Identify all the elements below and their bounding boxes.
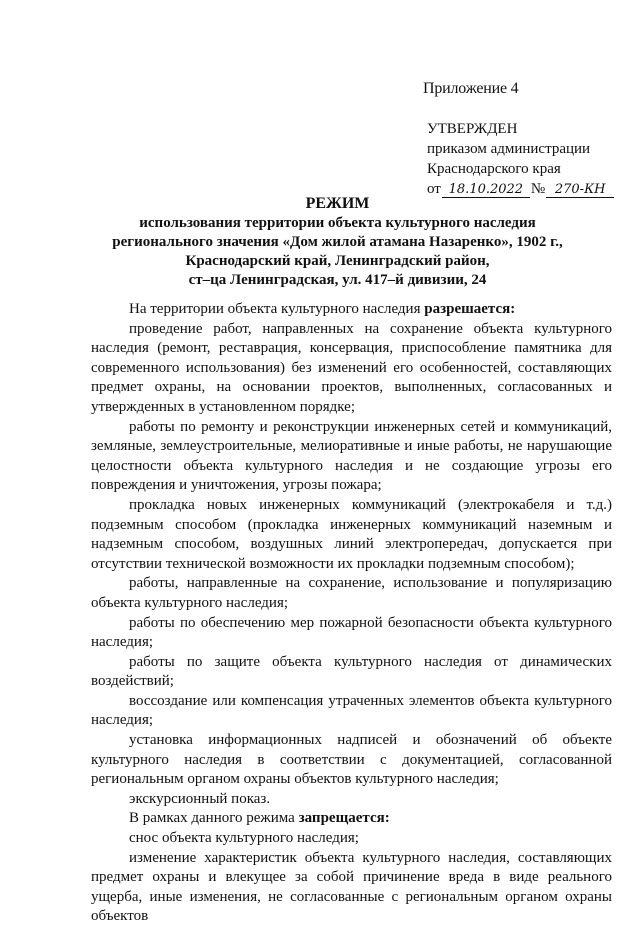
handwritten-date: 18.10.2022 (442, 183, 530, 198)
approval-block (427, 119, 627, 199)
title-line: Краснодарский край, Ленинградский район, (185, 253, 490, 269)
date-prefix: от (427, 181, 441, 197)
prohibited-keyword: запрещается: (298, 810, 390, 827)
permitted-item: работы по обеспечению мер пожарной безопасности объекта культурного наследия; (91, 614, 612, 651)
permitted-item: работы по ремонту и реконструкции инженерных сетей и коммуникаций, земляные, землеустроительные, мелиоративные и иные работы, не нарушающие целостности объекта культурного наследия и не создающие угрозы его повреждения и уничтожения, угрозы пожара; (91, 418, 612, 494)
permitted-item: работы, направленные на сохранение, использование и популяризацию объекта культурного наследия; (91, 575, 612, 611)
handwritten-number: 270-КН (546, 183, 614, 198)
permitted-keyword: разрешается: (424, 301, 516, 317)
order-line-2: Краснодарского края (427, 161, 561, 177)
permitted-item: прокладка новых инженерных коммуникаций (электрокабеля и т.д.) подземным способом (прокладка инженерных коммуникаций наземным и надземным способом, воздушных линий электропередач, допускается при отсутствии технической возможности их прокладки подземным способом); (91, 496, 612, 572)
appendix-label: Приложение 4 (423, 80, 519, 97)
title-line: ст–ца Ленинградская, ул. 417–й дивизии, 24 (188, 272, 487, 288)
permitted-heading (91, 300, 612, 320)
approved-label: УТВЕРЖДЕН (427, 121, 518, 137)
permitted-item: проведение работ, направленных на сохранение объекта культурного наследия (ремонт, реставрация, консервация, приспособление памятника для современного использования) без изменений его особенностей, составляющих предмет охраны, на основании проектов, выполненных, согласованных и утвержденных в установленном порядке; (91, 320, 612, 415)
permitted-item: воссоздание или компенсация утраченных элементов объекта культурного наследия; (91, 692, 612, 729)
permitted-item: установка информационных надписей и обозначений об объекте культурного наследия в соответствии с документацией, согласованной региональным органом охраны объектов культурного наследия; (91, 732, 612, 788)
prohibited-item: снос объекта культурного наследия; (129, 830, 359, 847)
permitted-intro: На территории объекта культурного наследия (129, 301, 425, 317)
document-title (60, 194, 615, 290)
title-line: регионального значения «Дом жилой атамана Назаренко», 1902 г., (112, 234, 563, 250)
title-line: использования территории объекта культурного наследия (139, 215, 536, 231)
permitted-item: экскурсионный показ. (129, 790, 271, 807)
document-body (91, 300, 612, 927)
prohibited-item: изменение характеристик объекта культурного наследия, составляющих предмет охраны и влекущее за собой причинение вреда в виде реального ущерба, иные изменения, не согласованные с региональным органом охраны объектов (91, 849, 612, 925)
title-heading: РЕЖИМ (305, 195, 370, 212)
prohibited-heading (91, 809, 612, 829)
order-line-1: приказом администрации (427, 141, 591, 157)
prohibited-intro: В рамках данного режима (129, 810, 299, 827)
permitted-item: работы по защите объекта культурного наследия от динамических воздействий; (91, 653, 612, 690)
number-prefix: № (530, 181, 546, 197)
